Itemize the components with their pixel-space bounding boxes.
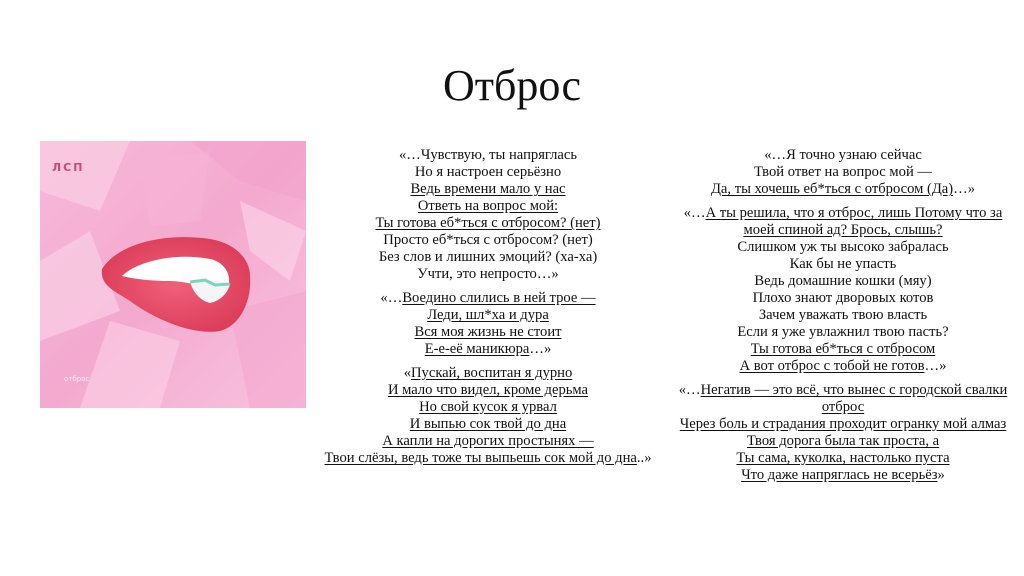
lyrics-line [672,358,1014,375]
lyrics-line [318,266,658,283]
lyrics-column-right [672,147,1014,491]
lyrics-line [318,450,658,467]
lyrics-text: ..» [636,450,652,466]
lyrics-underlined-text: Ответь на вопрос мой: [417,198,559,214]
lyrics-line [318,341,658,358]
lyrics-underlined-text: Воедино слились в ней трое — [402,290,596,306]
lyrics-underlined-text: И мало что видел, кроме дерьма [387,382,589,398]
lyrics-stanza [672,147,1014,198]
lyrics-text: …» [953,181,976,197]
lyrics-text: Слишком уж ты высоко забралась [737,239,949,255]
lyrics-text: «…Я точно узнаю сейчас [764,147,922,163]
lyrics-underlined-text: А вот отброс с тобой не готов [739,358,925,374]
lyrics-line [318,181,658,198]
lyrics-line [318,399,658,416]
lyrics-stanza [318,365,658,467]
lyrics-text: Если я уже увлажнил твою пасть? [737,324,949,340]
lyrics-stanza [318,147,658,283]
lyrics-underlined-text: Ты сама, куколка, настолько пуста [736,450,950,466]
lyrics-underlined-text: Да, ты хочешь еб*ться с отбросом (Да) [710,181,954,197]
lyrics-line [672,467,1014,484]
lyrics-line [672,181,1014,198]
lyrics-stanza [672,382,1014,484]
lyrics-text: Как бы не упасть [789,256,897,272]
lyrics-line [318,249,658,266]
lyrics-underlined-text: Ведь времени мало у нас [410,181,566,197]
lyrics-text: Просто еб*ться с отбросом? (нет) [383,232,593,248]
lyrics-line [672,290,1014,307]
lyrics-line [672,382,1014,416]
lyrics-line [318,290,658,307]
lyrics-line [318,232,658,249]
cover-album-label: отброс [64,375,90,383]
lyrics-line [672,164,1014,181]
lyrics-underlined-text: Пускай, воспитан я дурно [411,365,573,381]
lyrics-line [672,307,1014,324]
lyrics-underlined-text: Но свой кусок я урвал [419,399,557,415]
lyrics-column-left [318,147,658,474]
lyrics-underlined-text: Вся моя жизнь не стоит [414,324,562,340]
lyrics-stanza [318,290,658,358]
lyrics-line [318,307,658,324]
lyrics-line [672,256,1014,273]
lyrics-underlined-text: Твои слёзы, ведь тоже ты выпьешь сок мой до дна [324,450,637,466]
lyrics-line [318,147,658,164]
lyrics-underlined-text: Ты готова еб*ться с отбросом [750,341,936,357]
lyrics-line [318,164,658,181]
cover-artist-label: ЛСП [52,161,85,174]
lyrics-text: «…Чувствую, ты напряглась [398,147,578,163]
lyrics-text: …» [924,358,947,374]
album-cover-image [40,141,306,408]
lyrics-underlined-text: Что даже напряглась не всерьёз [741,467,938,483]
lyrics-line [672,341,1014,358]
lyrics-line [672,450,1014,467]
lyrics-text: Зачем уважать твою власть [758,307,928,323]
lyrics-underlined-text: Через боль и страдания проходит огранку мой алмаз [679,416,1007,432]
lyrics-text: Твой ответ на вопрос мой — [753,164,933,180]
lyrics-text: «… [380,290,403,306]
lyrics-text: Учти, это непросто…» [417,266,559,282]
lyrics-line [672,433,1014,450]
lyrics-line [672,324,1014,341]
lyrics-text: «… [678,382,701,398]
lyrics-line [672,416,1014,433]
slide-title: Отброс [442,61,581,110]
lyrics-line [318,198,658,215]
lyrics-line [672,273,1014,290]
lyrics-text: Без слов и лишних эмоций? (ха-ха) [378,249,598,265]
lyrics-text: » [937,467,945,483]
lyrics-text: Плохо знают дворовых котов [752,290,934,306]
lyrics-line [318,324,658,341]
lyrics-line [318,365,658,382]
lyrics-underlined-text: Леди, шл*ха и дура [427,307,549,323]
lyrics-underlined-text: Ты готова еб*ться с отбросом? (нет) [375,215,601,231]
lyrics-text: « [403,365,411,381]
lyrics-text: «… [683,205,706,221]
lyrics-line [318,433,658,450]
lyrics-line [672,205,1014,239]
lyrics-underlined-text: И выпью сок твой до дна [409,416,567,432]
lyrics-underlined-text: Негатив — это всё, что вынес с городской свалки отброс [700,382,1008,415]
lyrics-underlined-text: Твоя дорога была так проста, а [746,433,940,449]
lyrics-text: …» [529,341,552,357]
lyrics-line [672,239,1014,256]
lyrics-line [672,147,1014,164]
lyrics-stanza [672,205,1014,375]
lyrics-line [318,382,658,399]
lyrics-text: Но я настроен серьёзно [414,164,562,180]
lyrics-line [318,215,658,232]
lyrics-line [318,416,658,433]
lyrics-underlined-text: Е-е-её маникюра [424,341,530,357]
lyrics-underlined-text: А ты решила, что я отброс, лишь Потому что за моей спиной ад? Брось, слышь? [705,205,1003,238]
lyrics-underlined-text: А капли на дорогих простынях — [382,433,594,449]
lyrics-text: Ведь домашние кошки (мяу) [754,273,932,289]
album-cover-art [40,141,306,408]
